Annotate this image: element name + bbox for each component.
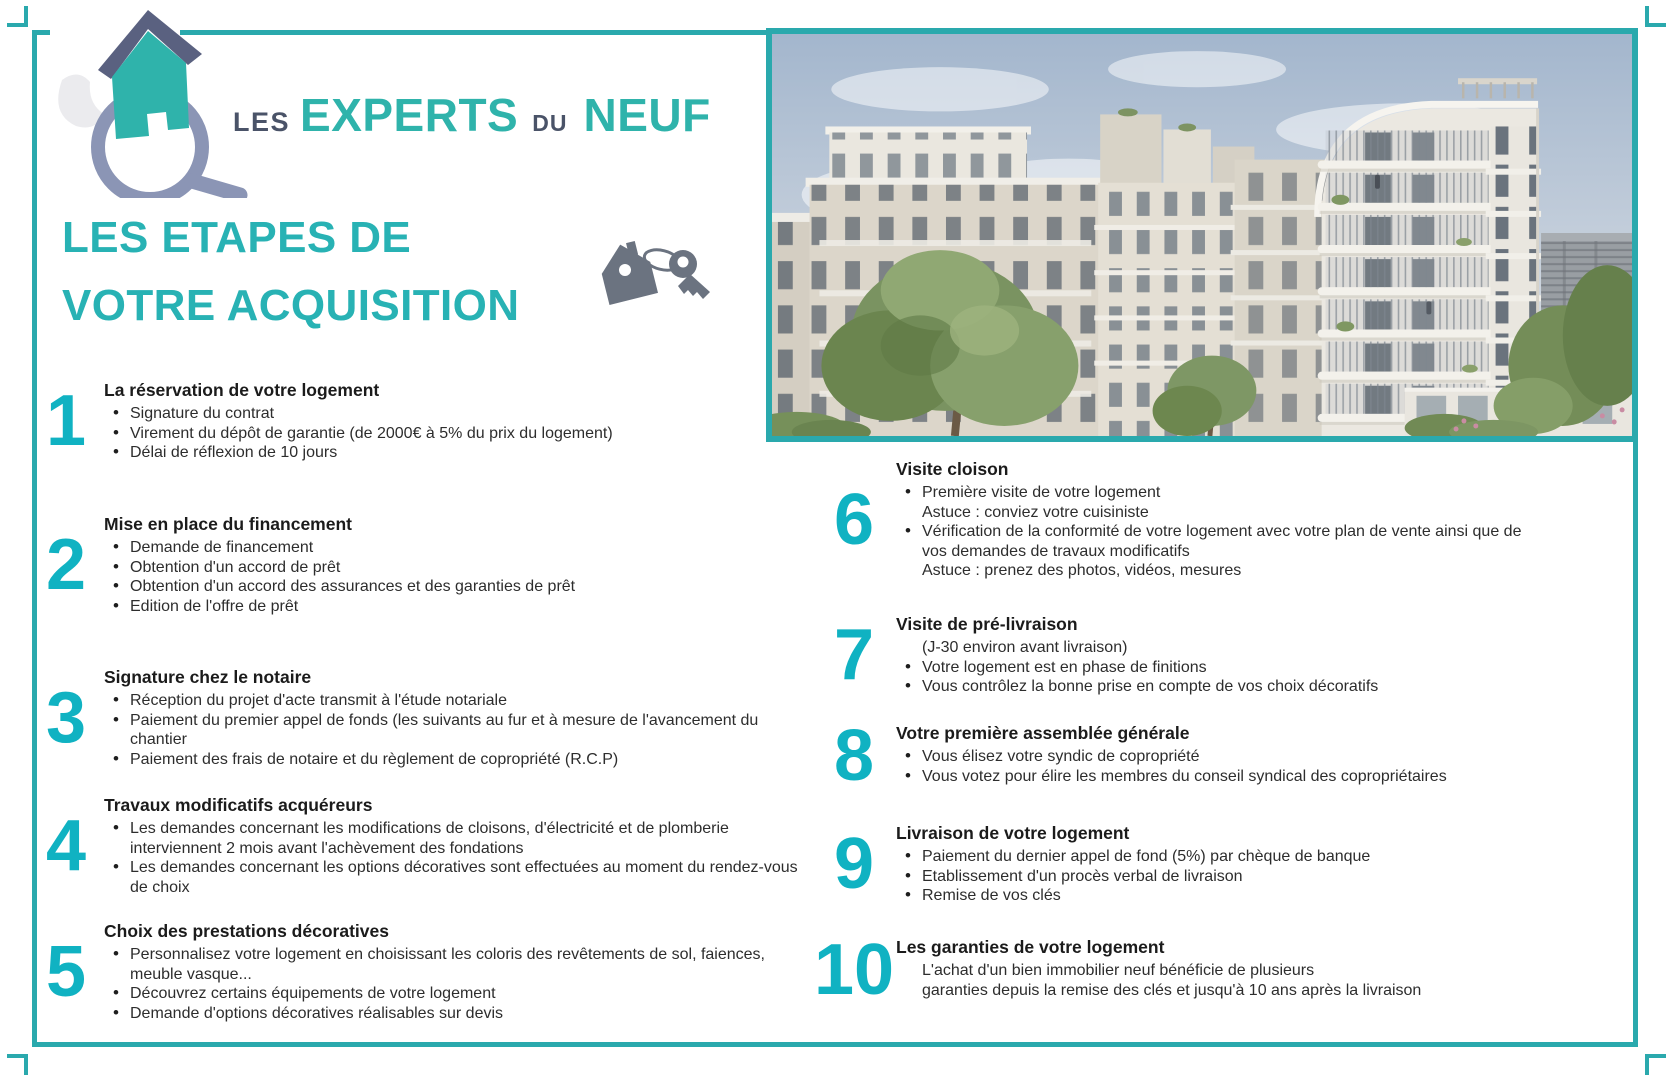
step-2 <box>44 514 816 616</box>
list-item: • Votre logement est en phase de finitions <box>896 658 1524 678</box>
step-title: Signature chez le notaire <box>104 667 312 687</box>
list-item: • Obtention d'un accord de prêt <box>104 558 816 578</box>
list-item: • Les demandes concernant les modifications de cloisons, d'électricité et de plomberie interviennent 2 mois avant l'achèvement des fondations <box>104 819 816 858</box>
list-item: • Les demandes concernant les options décoratives sont effectuées au moment du rendez-vous de choix <box>104 858 816 897</box>
house-keys-icon <box>600 236 712 314</box>
list-item: • Edition de l'offre de prêt <box>104 597 816 617</box>
step-number: 8 <box>833 716 875 796</box>
step-4 <box>44 795 816 897</box>
step-items <box>896 747 1524 786</box>
step-10 <box>812 930 1524 1010</box>
list-item: • Découvrez certains équipements de votre logement <box>104 984 816 1004</box>
list-item: • Vérification de la conformité de votre logement avec votre plan de vente ainsi que de vos demandes de travaux modificatifs <box>896 522 1524 561</box>
step-items <box>896 961 1524 1000</box>
list-item: L'achat d'un bien immobilier neuf bénéficie de plusieurs <box>922 962 1315 979</box>
step-items <box>104 538 816 616</box>
step-title: La réservation de votre logement <box>104 380 380 400</box>
step-number: 5 <box>46 932 87 1013</box>
page-title <box>62 204 519 340</box>
step-items <box>104 945 816 1023</box>
list-item: • Délai de réflexion de 10 jours <box>104 443 816 463</box>
brand-word-experts: EXPERTS <box>300 89 519 141</box>
step-items <box>104 819 816 897</box>
step-items <box>896 483 1524 581</box>
step-title: Livraison de votre logement <box>896 823 1130 843</box>
list-item: • Paiement du premier appel de fonds (les suivants au fur et à mesure de l'avancement du chantier <box>104 711 816 750</box>
step-9 <box>812 823 1524 906</box>
step-items <box>104 691 816 769</box>
list-item: • Paiement des frais de notaire et du règlement de copropriété (R.C.P) <box>104 750 816 770</box>
list-item: • Demande d'options décoratives réalisables sur devis <box>104 1004 816 1024</box>
step-title: Travaux modificatifs acquéreurs <box>104 795 373 815</box>
list-item: garanties depuis la remise des clés et jusqu'à 10 ans après la livraison <box>922 981 1422 999</box>
corner-mark-top-left <box>7 6 28 27</box>
list-item: • Paiement du dernier appel de fond (5%) par chèque de banque <box>896 847 1524 867</box>
list-item: • Réception du projet d'acte transmit à l'étude notariale <box>104 691 816 711</box>
list-item: Astuce : prenez des photos, vidéos, mesures <box>922 562 1242 580</box>
brand-word-du: DU <box>532 110 568 136</box>
step-number: 3 <box>46 678 87 759</box>
step-title: Mise en place du financement <box>104 514 352 534</box>
step-number: 7 <box>833 615 875 696</box>
step-number: 2 <box>46 525 87 606</box>
step-items <box>104 404 816 463</box>
corner-mark-bottom-left <box>7 1054 28 1075</box>
step-title: Les garanties de votre logement <box>896 937 1165 957</box>
page-title-line2: VOTRE ACQUISITION <box>62 281 520 330</box>
corner-mark-top-right <box>1645 6 1666 27</box>
list-item: • Etablissement d'un procès verbal de livraison <box>896 867 1524 887</box>
list-item: • Vous contrôlez la bonne prise en compte de vos choix décoratifs <box>896 677 1524 697</box>
list-item: • Vous élisez votre syndic de copropriété <box>896 747 1524 767</box>
step-number: 6 <box>833 479 875 560</box>
step-items <box>896 638 1524 697</box>
page-title-line1: LES ETAPES DE <box>62 213 412 262</box>
list-item: • Remise de vos clés <box>896 886 1524 906</box>
list-item: • Obtention d'un accord des assurances et des garanties de prêt <box>104 577 816 597</box>
step-number: 1 <box>46 381 87 462</box>
list-item: • Vous votez pour élire les membres du conseil syndical des copropriétaires <box>896 767 1524 787</box>
house-magnifying-glass-icon <box>50 2 260 198</box>
list-item: • Demande de financement <box>104 538 816 558</box>
list-item: • Virement du dépôt de garantie (de 2000€ à 5% du prix du logement) <box>104 424 816 444</box>
step-number: 9 <box>833 824 875 905</box>
step-title: Choix des prestations décoratives <box>104 921 389 941</box>
step-5 <box>44 921 816 1023</box>
list-item: (J-30 environ avant livraison) <box>922 639 1128 656</box>
step-8 <box>812 716 1524 796</box>
building-render-image <box>766 28 1638 442</box>
list-item: • Signature du contrat <box>104 404 816 424</box>
step-1 <box>44 380 816 463</box>
list-item: Astuce : conviez votre cuisiniste <box>922 503 1149 521</box>
step-7 <box>812 614 1524 697</box>
corner-mark-bottom-right <box>1645 1054 1666 1075</box>
step-title: Visite cloison <box>896 459 1009 479</box>
step-number: 10 <box>813 930 895 1010</box>
step-number: 4 <box>46 806 87 887</box>
brand-word-neuf: NEUF <box>583 89 711 141</box>
list-item: • Personnalisez votre logement en choisissant les coloris des revêtements de sol, faiences, meuble vasque... <box>104 945 816 984</box>
brand-word-les: LES <box>233 107 291 137</box>
step-6 <box>812 459 1524 581</box>
brand-wordmark <box>233 88 711 142</box>
step-3 <box>44 667 816 769</box>
step-title: Visite de pré-livraison <box>896 614 1078 634</box>
list-item: • Première visite de votre logement <box>896 483 1524 503</box>
step-items <box>896 847 1524 906</box>
step-title: Votre première assemblée générale <box>896 723 1190 743</box>
